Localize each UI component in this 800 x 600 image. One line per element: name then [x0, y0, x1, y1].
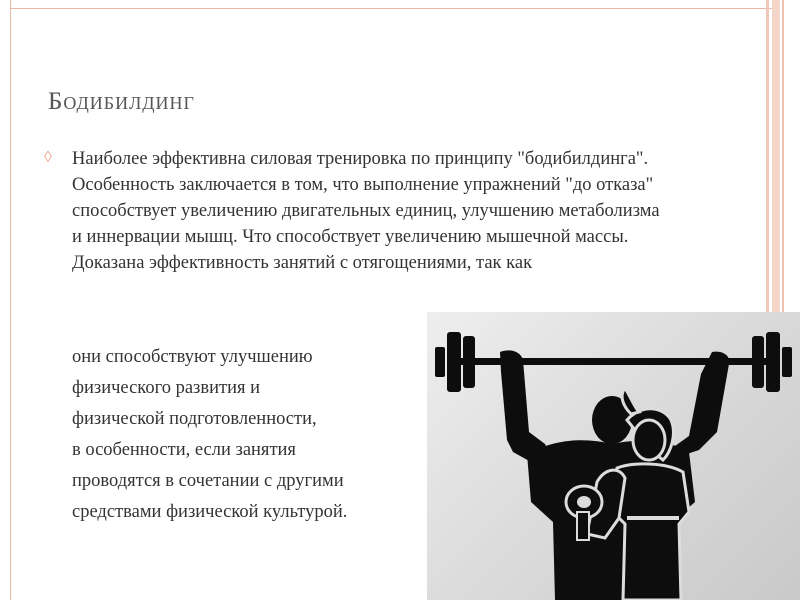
slide-frame-left [10, 8, 11, 600]
text-line: средствами физической культурой. [72, 502, 348, 522]
text-line: в особенности, если занятия [72, 440, 296, 460]
text-line: физического развития и [72, 378, 261, 398]
body-paragraph: Наиболее эффективна силовая тренировка по принципу "бодибилдинга". Особенность заключается в том, что выполнение упражнений "до отказа" способствует увеличению двигательных единиц, улучшению метаболизма и иннервации мышц. Что способствует увеличению мышечной массы. Доказана эффективность занятий с отягощениями, так как [72, 149, 660, 273]
text-line: проводятся в сочетании с другими [72, 471, 344, 491]
text-line: они способствуют улучшению [72, 347, 313, 367]
bullet-icon: ◊ [44, 149, 52, 166]
text-line: физической подготовленности, [72, 409, 317, 429]
slide-frame-top [10, 0, 778, 9]
slide-title: Бодибилдинг [48, 88, 195, 115]
weightlifting-pictogram-icon [427, 312, 800, 600]
body-continuation [72, 342, 452, 528]
